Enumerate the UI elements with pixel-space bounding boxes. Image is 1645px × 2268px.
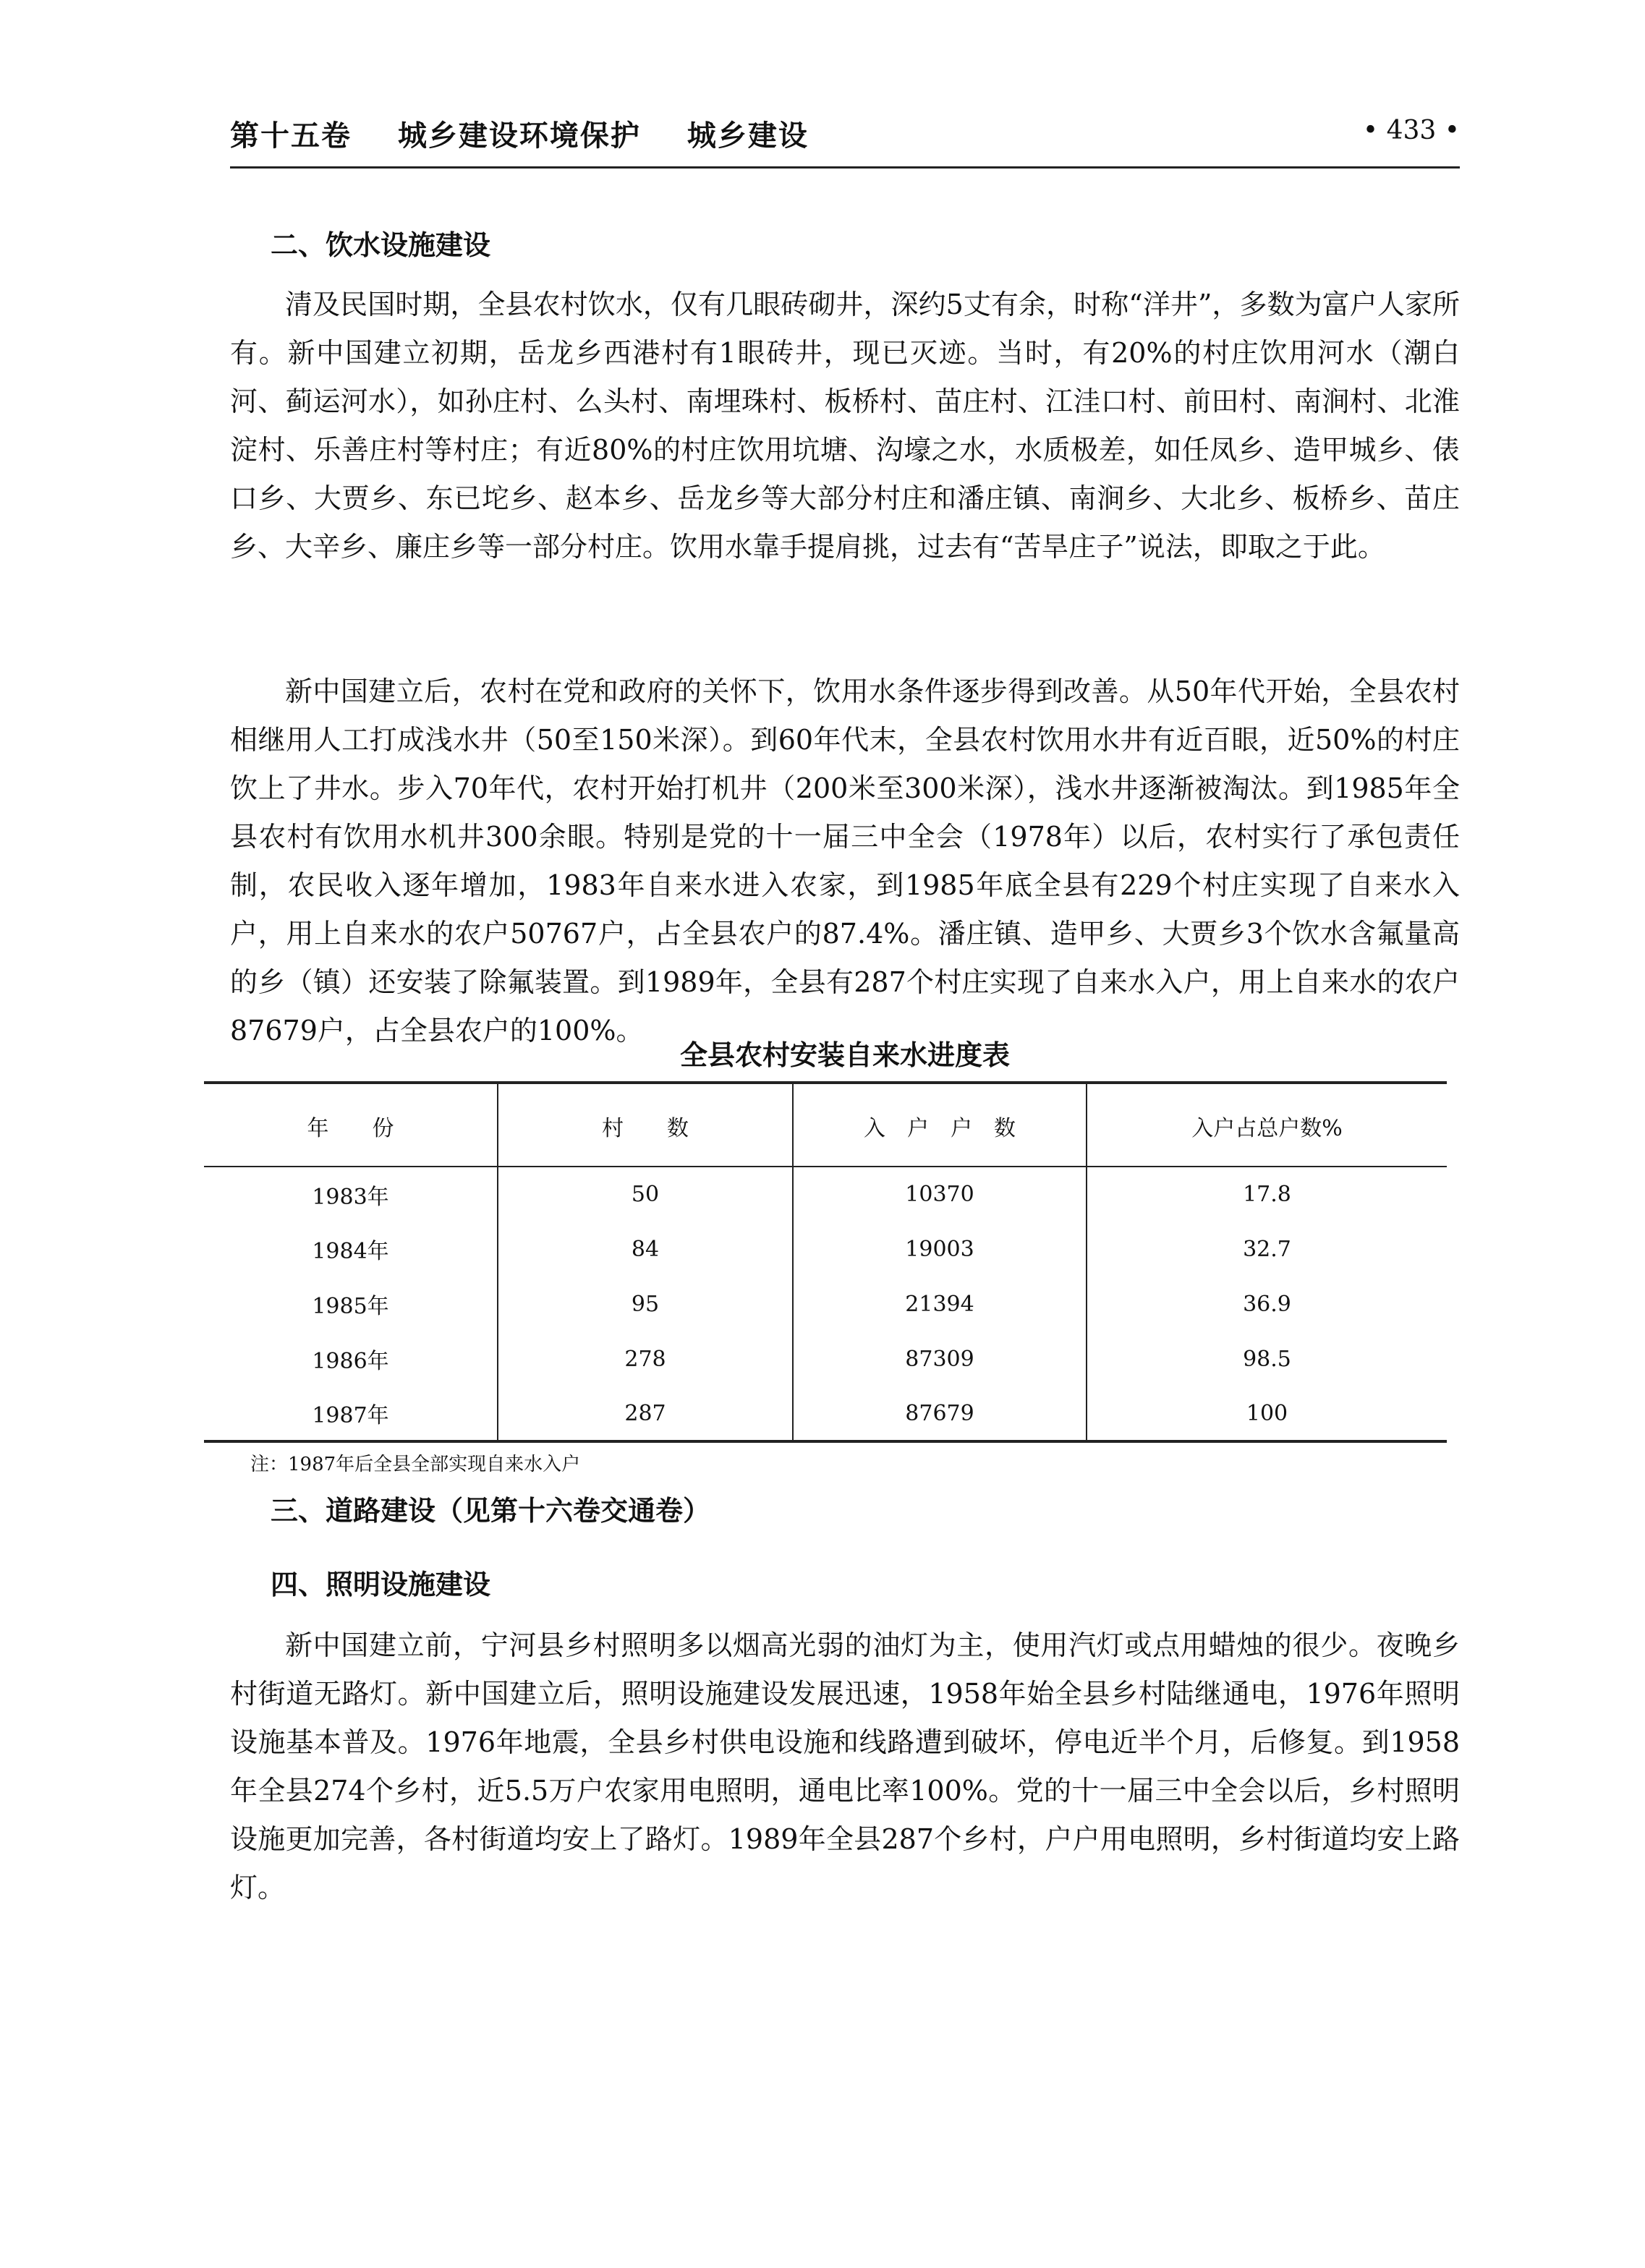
cell-percent: 36.9	[1087, 1276, 1447, 1331]
table-row	[204, 1167, 1447, 1222]
water-progress-table	[204, 1081, 1447, 1443]
cell-year: 1986年	[312, 1349, 389, 1374]
section-4-paragraph-1: 新中国建立前，宁河县乡村照明多以烟高光弱的油灯为主，使用汽灯或点用蜡烛的很少。夜晚乡村街道无路灯。新中国建立后，照明设施建设发展迅速，1958年始全县乡村陆继通电，1976年照明设施基本普及。1976年地震，全县乡村供电设施和线路遭到破坏，停电近半个月，后修复。到1958年全县274个乡村，近5.5万户农家用电照明，通电比率100%。党的十一届三中全会以后，乡村照明设施更加完善，各村街道均安上了路灯。1989年全县287个乡村，户户用电照明，乡村街道均安上路灯。	[230, 1629, 1460, 1904]
column-header-year: 年 份	[307, 1116, 394, 1141]
subsection-label: 城乡建设	[687, 119, 809, 153]
table-row	[204, 1276, 1447, 1331]
cell-villages: 287	[498, 1386, 793, 1441]
column-header-households: 入 户 户 数	[793, 1083, 1087, 1167]
cell-villages: 278	[498, 1331, 793, 1386]
volume-label: 第十五卷	[230, 119, 352, 153]
cell-households: 10370	[793, 1167, 1087, 1222]
table-header-row	[204, 1083, 1447, 1167]
table-title: 全县农村安装自来水进度表	[679, 1039, 1010, 1071]
cell-villages: 95	[498, 1276, 793, 1331]
column-header-villages: 村 数	[498, 1083, 793, 1167]
cell-year: 1983年	[312, 1184, 389, 1210]
column-header-percent: 入户占总户数%	[1087, 1083, 1447, 1167]
table-row	[204, 1331, 1447, 1386]
cell-year: 1985年	[312, 1294, 389, 1319]
section-2-heading: 二、饮水设施建设	[271, 229, 491, 261]
cell-households: 21394	[793, 1276, 1087, 1331]
header-left	[230, 113, 843, 154]
section-3-heading: 三、道路建设（见第十六卷交通卷）	[271, 1495, 711, 1527]
section-4-heading: 四、照明设施建设	[271, 1569, 491, 1600]
cell-percent: 100	[1087, 1386, 1447, 1441]
section-label: 城乡建设环境保护	[397, 119, 641, 153]
cell-households: 87309	[793, 1331, 1087, 1386]
page-number: • 433 •	[1362, 116, 1460, 145]
table-note: 注：1987年后全县全部实现自来水入户	[250, 1454, 581, 1475]
table-row	[204, 1222, 1447, 1276]
cell-percent: 32.7	[1087, 1222, 1447, 1276]
cell-year: 1984年	[312, 1239, 389, 1264]
cell-households: 87679	[793, 1386, 1087, 1441]
cell-percent: 17.8	[1087, 1167, 1447, 1222]
cell-villages: 50	[498, 1167, 793, 1222]
section-2-paragraph-2: 新中国建立后，农村在党和政府的关怀下，饮用水条件逐步得到改善。从50年代开始，全县农村相继用人工打成浅水井（50至150米深）。到60年代末，全县农村饮用水井有近百眼，近50%的村庄饮上了井水。步入70年代，农村开始打机井（200米至300米深），浅水井逐渐被淘汰。到1985年全县农村有饮用水机井300余眼。特别是党的十一届三中全会（1978年）以后，农村实行了承包责任制，农民收入逐年增加，1983年自来水进入农家，到1985年底全县有229个村庄实现了自来水入户，用上自来水的农户50767户，占全县农户的87.4%。潘庄镇、造甲乡、大贾乡3个饮水含氟量高的乡（镇）还安装了除氟装置。到1989年，全县有287个村庄实现了自来水入户，用上自来水的农户87679户，占全县农户的100%。	[230, 675, 1460, 1046]
table-row	[204, 1386, 1447, 1441]
cell-year: 1987年	[312, 1403, 389, 1428]
section-2-paragraph-1: 清及民国时期，全县农村饮水，仅有几眼砖砌井，深约5丈有余，时称“洋井”，多数为富户人家所有。新中国建立初期，岳龙乡西港村有1眼砖井，现已灭迹。当时，有20%的村庄饮用河水（潮白河、蓟运河水），如孙庄村、么头村、南埋珠村、板桥村、苗庄村、江洼口村、前田村、南涧村、北淮淀村、乐善庄村等村庄；有近80%的村庄饮用坑塘、沟壕之水，水质极差，如任凤乡、造甲城乡、俵口乡、大贾乡、东已坨乡、赵本乡、岳龙乡等大部分村庄和潘庄镇、南涧乡、大北乡、板桥乡、苗庄乡、大辛乡、廉庄乡等一部分村庄。饮用水靠手提肩挑，过去有“苦旱庄子”说法，即取之于此。	[230, 289, 1460, 563]
running-header	[230, 108, 1460, 169]
cell-percent: 98.5	[1087, 1331, 1447, 1386]
cell-villages: 84	[498, 1222, 793, 1276]
cell-households: 19003	[793, 1222, 1087, 1276]
